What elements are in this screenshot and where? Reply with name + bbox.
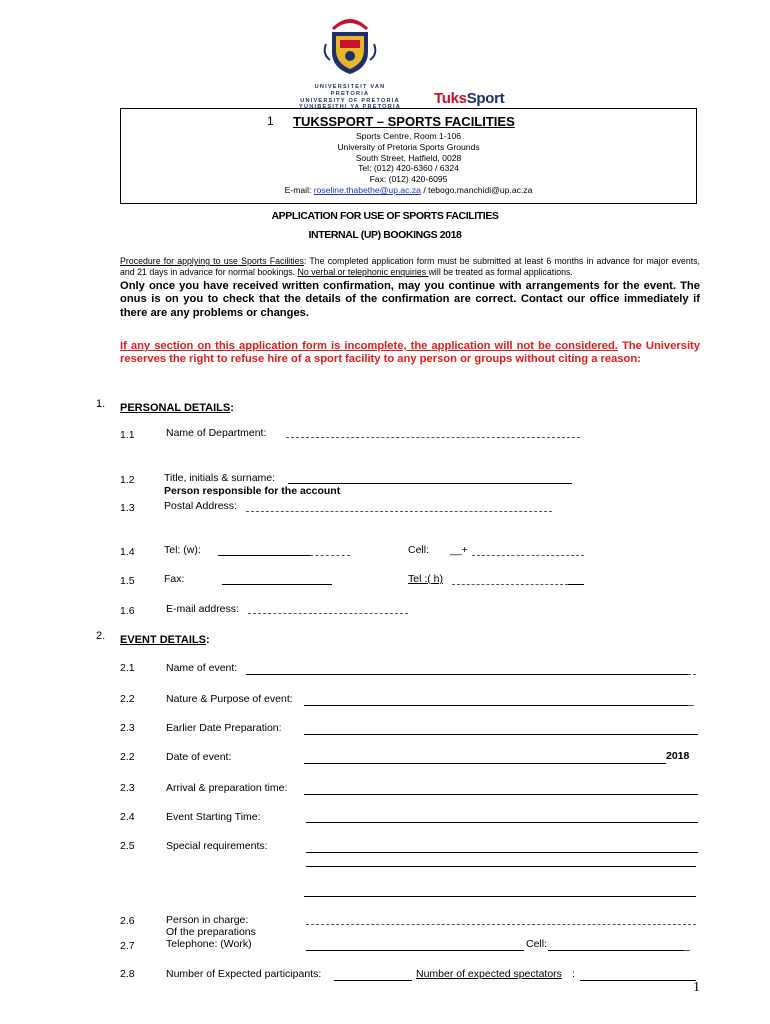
person-in-charge-label: Person in charge:	[166, 914, 249, 926]
row-number: 2.2	[120, 693, 135, 705]
tel-home-label: Tel :( h)	[408, 573, 444, 585]
tel-work-input-ext[interactable]	[310, 555, 350, 556]
section-2-title: EVENT DETAILS	[120, 634, 206, 646]
tukssport-logo	[434, 90, 504, 107]
row-number: 2.3	[120, 722, 135, 734]
form-title: APPLICATION FOR USE OF SPORTS FACILITIES	[271, 210, 499, 222]
event-purpose-input-end[interactable]	[688, 705, 694, 706]
email-prefix: E-mail:	[284, 184, 312, 195]
row-number: 2.3	[120, 782, 135, 794]
earlier-preparation-label: Earlier Date Preparation:	[166, 722, 282, 734]
special-requirements-input-3[interactable]	[304, 896, 696, 897]
section-1-heading	[120, 398, 234, 416]
surname-label: Title, initials & surname:	[164, 472, 276, 484]
section-2-number: 2.	[96, 630, 106, 642]
confirmation-notice: Only once you have received written confirmation, may you continue with arrangements for the event. The onus is on you to check that the details of the confirmation are correct. Contact our office immediately if there are any problems or changes.	[120, 280, 700, 319]
procedure-underlined: No verbal or telephonic enquiries	[297, 267, 429, 278]
university-line-english: UNIVERSITY OF PRETORIA	[300, 97, 400, 104]
page-title: TUKSSPORT – SPORTS FACILITIES	[293, 114, 515, 129]
tel-work-label: Tel: (w):	[164, 544, 201, 556]
row-number: 2.2	[120, 751, 135, 763]
university-line-sepedi: YUNIBESITHI YA PRETORIA	[299, 104, 401, 111]
university-crest-icon	[318, 14, 382, 76]
form-subtitle: INTERNAL (UP) BOOKINGS 2018	[308, 229, 462, 241]
page-number: 1	[693, 980, 700, 995]
section-1-number: 1.	[96, 398, 106, 410]
fax-input[interactable]	[222, 584, 332, 585]
department-input[interactable]	[286, 437, 580, 438]
warning-underlined: If any section on this application form is incomplete, the application will not be considered.	[120, 340, 618, 352]
event-date-input[interactable]	[304, 763, 666, 764]
event-purpose-input[interactable]	[304, 705, 688, 706]
email-label: E-mail address:	[166, 603, 239, 615]
event-name-input[interactable]	[246, 674, 688, 675]
arrival-time-label: Arrival & preparation time:	[166, 782, 288, 794]
procedure-lead: Procedure for applying to use Sports Facilities	[120, 256, 304, 266]
fax-label: Fax:	[164, 573, 185, 585]
row-number: 1.5	[120, 575, 135, 587]
section-2-heading	[120, 630, 210, 648]
email-tebogo: tebogo.manchidi@up.ac.za	[428, 184, 533, 195]
participants-label: Number of Expected participants:	[166, 968, 322, 980]
row-number: 2.5	[120, 840, 135, 852]
section-2-colon: :	[205, 634, 210, 646]
person-in-charge-input[interactable]	[306, 924, 696, 925]
account-holder-label: Person responsible for the account	[164, 485, 341, 497]
tel-work-input[interactable]	[218, 555, 310, 556]
fax-line: Fax: (012) 420-6095	[369, 174, 448, 185]
warning-notice	[120, 340, 700, 367]
event-name-input-end[interactable]	[688, 674, 696, 675]
event-year: 2018	[666, 750, 690, 762]
start-time-label: Event Starting Time:	[166, 811, 261, 823]
postal-address-input[interactable]	[246, 511, 552, 512]
contact-box	[120, 108, 697, 204]
warning-text: The University reserves the right to refuse hire of a sport facility to any person or groups without citing a reason:	[120, 340, 700, 366]
brand-tuks: Tuks	[434, 90, 467, 107]
row-number: 1.1	[120, 429, 135, 441]
brand-sport: Sport	[466, 90, 505, 107]
tel-home-input[interactable]	[452, 584, 568, 585]
special-requirements-input-1[interactable]	[306, 852, 698, 853]
procedure-text: : The completed application form must be submitted at least 6 months in advance for major events, and 21 days in advance for normal bookings.	[120, 256, 700, 278]
cell-label-2: Cell:	[526, 938, 548, 950]
spectators-label: Number of expected spectators	[416, 968, 562, 980]
cell-input-2-end[interactable]	[684, 950, 690, 951]
department-label: Name of Department:	[166, 427, 267, 439]
row-number: 2.4	[120, 811, 135, 823]
page-index: 1	[267, 114, 274, 128]
telephone-work-input[interactable]	[306, 950, 524, 951]
earlier-preparation-input[interactable]	[304, 734, 698, 735]
phone-line: Tel: (012) 420-6360 / 6324	[358, 163, 459, 174]
event-name-label: Name of event:	[166, 662, 238, 674]
contact-details	[121, 131, 696, 196]
logo-area	[0, 12, 770, 111]
address-line: Sports Centre, Room 1-106	[355, 131, 462, 141]
email-link-roseline[interactable]: roseline.thabethe@up.ac.za	[313, 184, 421, 195]
telephone-work-label: Telephone: (Work)	[166, 938, 252, 950]
email-separator: /	[423, 184, 426, 195]
row-number: 2.1	[120, 662, 135, 674]
section-1-title: PERSONAL DETAILS	[120, 402, 231, 414]
special-requirements-input-2[interactable]	[306, 866, 696, 867]
tel-home-input-end[interactable]	[568, 584, 584, 585]
row-number: 1.3	[120, 502, 135, 514]
cell-label: Cell:	[408, 544, 430, 556]
row-number: 2.7	[120, 940, 135, 952]
participants-input[interactable]	[334, 980, 412, 981]
row-number: 1.6	[120, 605, 135, 617]
row-number: 1.4	[120, 546, 135, 558]
event-purpose-label: Nature & Purpose of event:	[166, 693, 293, 705]
section-1-colon: :	[230, 402, 234, 414]
address-line: University of Pretoria Sports Grounds	[337, 141, 480, 152]
procedure-tail: will be treated as formal applications.	[428, 267, 573, 278]
preparations-label: Of the preparations	[166, 926, 256, 938]
special-requirements-label: Special requirements:	[166, 840, 268, 852]
row-number: 2.6	[120, 915, 135, 927]
university-line-afrikaans: UNIVERSITEIT VAN PRETORIA	[314, 84, 386, 97]
spectators-colon: :	[572, 968, 575, 980]
start-time-input[interactable]	[306, 822, 698, 823]
surname-input[interactable]	[288, 483, 572, 484]
event-date-label: Date of event:	[166, 751, 232, 763]
email-input[interactable]	[248, 613, 408, 614]
procedure-paragraph	[120, 256, 700, 278]
spectators-input[interactable]	[580, 980, 696, 981]
arrival-time-input[interactable]	[304, 794, 698, 795]
address-line: South Street, Hatfield, 0028	[355, 152, 462, 163]
row-number: 2.8	[120, 968, 135, 980]
cell-input-2[interactable]	[548, 950, 684, 951]
email-line	[121, 185, 696, 196]
cell-prefix: __+	[450, 544, 468, 556]
cell-input[interactable]	[472, 555, 584, 556]
row-number: 1.2	[120, 474, 135, 486]
postal-address-label: Postal Address:	[164, 500, 237, 512]
